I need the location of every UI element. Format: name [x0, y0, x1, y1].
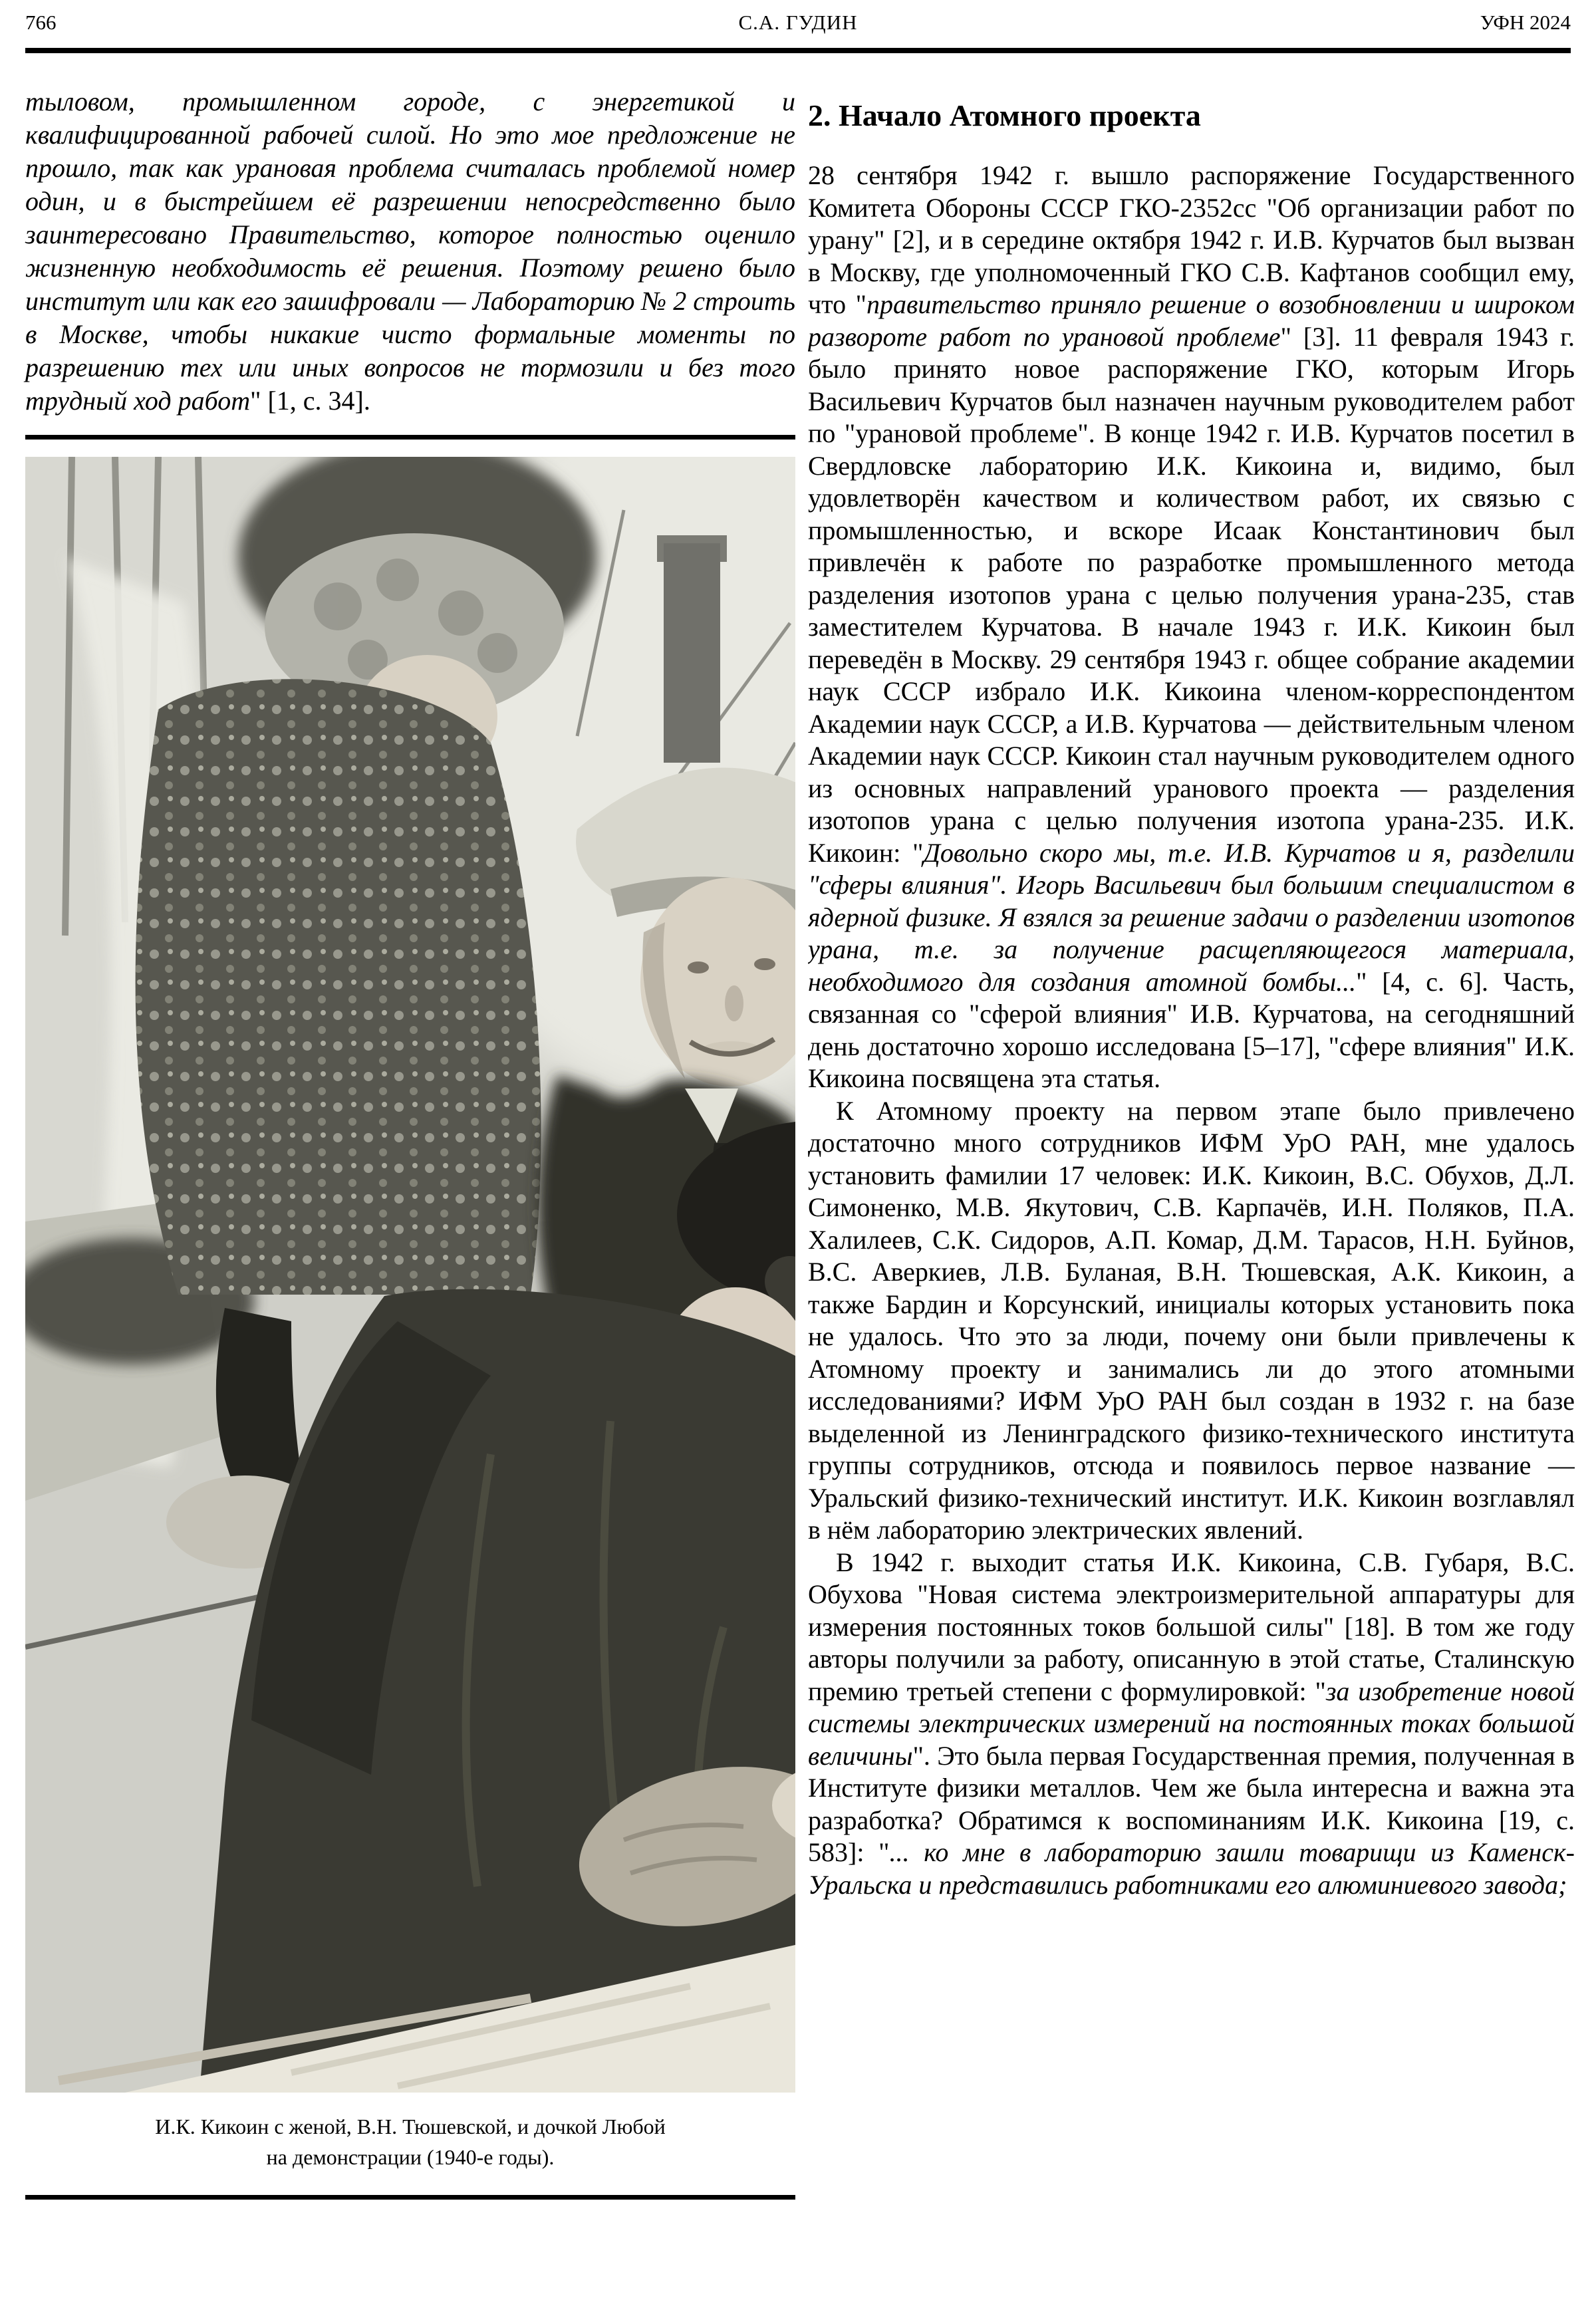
running-author: С.А. ГУДИН [738, 11, 858, 34]
paragraph-1942-article: В 1942 г. выходит статья И.К. Кикоина, С.В. Губаря, В.С. Обухова "Новая система электроизмерительной аппаратуры для измерения постоянных токов большой силы" [18]. В том же году авторы получили за работу, описанную в этой статье, Сталинскую премию третьей степени с формулировкой: "за изобретение новой системы электрических измерений на постоянных токах большой величины". Это была первая Государственная премия, полученная в Институте физики металлов. Чем же была интересна и важна эта разработка? Обратимся к воспоминаниям И.К. Кикоина [19, с. 583]: "... ко мне в лабораторию зашли товарищи из Каменск-Уральска и представились работниками его алюминиевого завода; [808, 1547, 1575, 1900]
paragraph-atomic-project-start: 28 сентября 1942 г. вышло распоряжение Государственного Комитета Обороны СССР ГКО-2352сс "Об организации работ по урану" [2], и в середине октября 1942 г. И.В. Курчатов был вызван в Москву, где уполномоченный ГКО С.В. Кафтанов сообщил ему, что "правительство приняло решение о возобновлении и широком развороте работ по урановой проблеме" [3]. 11 февраля 1943 г. было принято новое распоряжение ГКО, которым Игорь Васильевич Курчатов был назначен научным руководителем работ по "урановой проблеме". В конце 1942 г. И.В. Курчатов посетил в Свердловске лабораторию И.К. Кикоина и, видимо, был удовлетворён качеством и количеством работ, их связью с промышленностью, и вскоре Исаак Константинович был привлечён к работе по разработке промышленного метода разделения изотопов урана с целью получения урана-235, став заместителем Курчатова. В начале 1943 г. И.К. Кикоин был переведён в Москву. 29 сентября 1943 г. общее собрание академии наук СССР избрало И.К. Кикоина членом-корреспондентом Академии наук СССР, а И.В. Курчатова — действительным членом Академии наук СССР. Кикоин стал научным руководителем одного из основных направлений уранового проекта — разделения изотопов урана с целью получения изотопа урана-235. И.К. Кикоин: "Довольно скоро мы, т.е. И.В. Курчатов и я, разделили "сферы влияния". Игорь Васильевич был большим специалистом в ядерной физике. Я взялся за решение задачи о разделении изотопов урана, т.е. за получение расщепляющегося материала, необходимого для создания атомной бомбы..." [4, с. 6]. Часть, связанная со "сферой влияния" И.В. Курчатова, на сегодняшний день достаточно хорошо исследована [5–17], "сфере влияния" И.К. Кикоина посвящена эта статья. [808, 160, 1575, 1093]
photo-figure [25, 457, 795, 2172]
paragraph-ifm-staff: К Атомному проекту на первом этапе было привлечено достаточно много сотрудников ИФМ УрО РАН, мне удалось установить фамилии 17 человек: И.К. Кикоин, В.С. Обухов, Д.Л. Симоненко, М.В. Якутович, С.В. Карпачёв, И.Н. Поляков, П.А. Халилеев, С.К. Сидоров, А.П. Комар, Д.М. Тарасов, Н.Н. Буйнов, В.С. Аверкиев, Л.В. Буланая, В.Н. Тюшевская, А.К. Кикоин, а также Бардин и Корсунский, инициалы которых установить пока не удалось. Что это за люди, почему они были привлечены к Атомному проекту и занимались ли до этого атомными исследованиями? ИФМ УрО РАН был создан в 1932 г. на базе выделенной из Ленинградского физико-технического института группы сотрудников, отсюда и появилось первое название — Уральский физико-технический институт. И.К. Кикоин возглавлял в нём лабораторию электрических явлений. [808, 1095, 1575, 1545]
running-header [25, 5, 1571, 39]
figure-caption [25, 2111, 795, 2172]
right-column [808, 97, 1575, 2306]
caption-line-1: И.К. Кикоин с женой, В.Н. Тюшевской, и дочкой Любой [155, 2114, 666, 2138]
section-heading: 2. Начало Атомного проекта [808, 98, 1201, 132]
wooden-post [657, 535, 727, 763]
page-number: 766 [25, 11, 57, 34]
quote-paragraph: тыловом, промышленном городе, с энергетикой и квалифицированной рабочей силой. Но это мое предложение не прошло, так как урановая проблема считалась проблемой номер один, и в быстрейшем её разрешении непосредственно было заинтересовано Правительство, которое полностью оценило жизненную необходимость её решения. Поэтому решено было институт или как его зашифровали — Лабораторию № 2 строить в Москве, чтобы никакие чисто формальные моменты по разрешению тех или иных вопросов не тормозили и без того трудный ход работ" [1, с. 34]. [25, 86, 795, 416]
figure-top-rule [25, 435, 795, 440]
figure-bottom-rule [25, 2195, 795, 2200]
header-rule [25, 48, 1571, 53]
caption-line-2: на демонстрации (1940-е годы). [266, 2145, 555, 2169]
journal-label: УФН 2024 [1480, 11, 1571, 34]
photo-image [25, 457, 795, 2093]
left-column [25, 85, 795, 2200]
